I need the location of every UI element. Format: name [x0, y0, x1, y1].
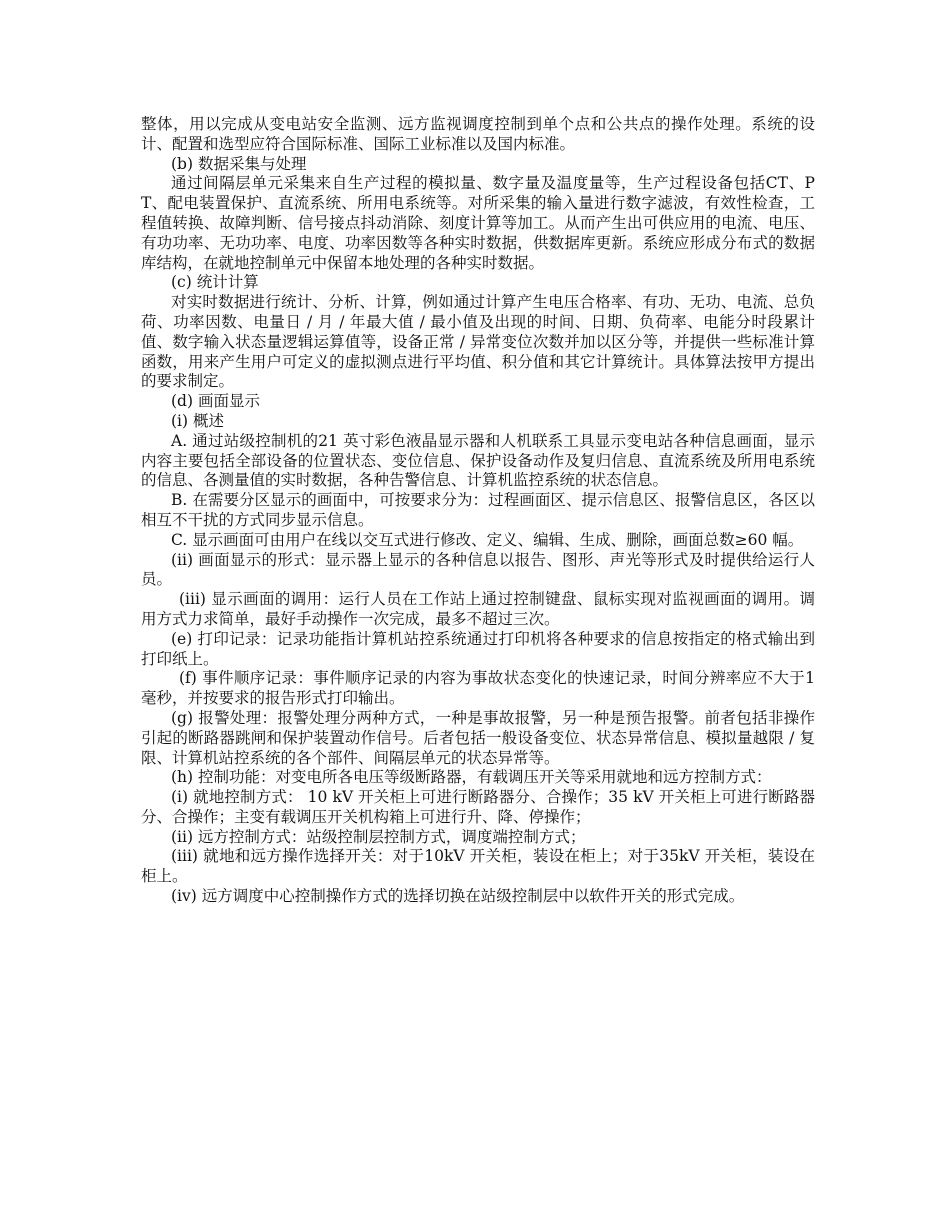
heading-display: (d) 画面显示 [171, 392, 260, 411]
heading-overview: (i) 概述 [171, 411, 224, 430]
paragraph-control: (h) 控制功能：对变电所各电压等级断路器，有载调压开关等采用就地和远方控制方式： [171, 768, 772, 787]
heading-data-acquisition: (b) 数据采集与处理 [171, 154, 307, 173]
paragraph-display-b: B. 在需要分区显示的画面中，可按要求分为：过程画面区、提示信息区、报警信息区，各区以相互不干扰的方式同步显示信息。 [141, 491, 815, 529]
paragraph-statistics: 对实时数据进行统计、分析、计算，例如通过计算产生电压合格率、有功、无功、电流、总负荷、功率因数、电量日 / 月 / 年最大值 / 最小值及出现的时间、日期、负荷率、电能分时段累计值、数字输入状态量逻辑运算值等，设备正常 / 异常变位次数并加以区分等，并提供一些标准计算函数，用来产生用户可定义的虚拟测点进行平均值、积分值和其它计算统计。具体算法按甲方提出的要求制定。 [141, 293, 815, 391]
paragraph-display-a: A. 通过站级控制机的21 英寸彩色液晶显示器和人机联系工具显示变电站各种信息画面，显示内容主要包括全部设备的位置状态、变位信息、保护设备动作及复归信息、直流系统及所用电系统的信息、各测量值的实时数据，各种告警信息、计算机监控系统的状态信息。 [141, 431, 815, 490]
paragraph-selector-switch: (iii) 就地和远方操作选择开关：对于10kV 开关柜，装设在柜上；对于35kV 开关柜，装设在柜上。 [141, 847, 815, 886]
paragraph-event-sequence: (f) 事件顺序记录：事件顺序记录的内容为事故状态变化的快速记录，时间分辨率应不大于1 毫秒，并按要求的报告形式打印输出。 [141, 669, 815, 708]
paragraph-local-control: (i) 就地控制方式： 10 kV 开关柜上可进行断路器分、合操作；35 kV 开关柜上可进行断路器分、合操作；主变有载调压开关机构箱上可进行升、降、停操作； [141, 788, 815, 826]
heading-statistics: (c) 统计计算 [171, 273, 259, 292]
paragraph-print-record: (e) 打印记录：记录功能指计算机站控系统通过打印机将各种要求的信息按指定的格式输出到打印纸上。 [141, 629, 815, 668]
paragraph-data-acquisition: 通过间隔层单元采集来自生产过程的模拟量、数字量及温度量等，生产过程设备包括CT、PT、配电装置保护、直流系统、所用电系统等。对所采集的输入量进行数字滤波，有效性检查，工程值转换、故障判断、信号接点抖动消除、刻度计算等加工。从而产生出可供应用的电流、电压、有功功率、无功功率、电度、功率因数等各种实时数据，供数据库更新。系统应形成分布式的数据库结构，在就地控制单元中保留本地处理的各种实时数据。 [141, 174, 815, 272]
paragraph-remote-control: (ii) 远方控制方式：站级控制层控制方式，调度端控制方式； [171, 827, 586, 846]
paragraph-dispatch-switch: (iv) 远方调度中心控制操作方式的选择切换在站级控制层中以软件开关的形式完成。 [171, 887, 745, 906]
paragraph-display-form: (ii) 画面显示的形式：显示器上显示的各种信息以报告、图形、声光等形式及时提供给运行人员。 [141, 550, 815, 589]
paragraph-display-call: (iii) 显示画面的调用：运行人员在工作站上通过控制键盘、鼠标实现对监视画面的调用。调用方式力求简单，最好手动操作一次完成，最多不超过三次。 [141, 590, 815, 628]
paragraph-display-c: C. 显示画面可由用户在线以交互式进行修改、定义、编辑、生成、删除，画面总数≥60 幅。 [171, 530, 804, 549]
paragraph-alarm: (g) 报警处理：报警处理分两种方式，一种是事故报警，另一种是预告报警。前者包括非操作引起的断路器跳闸和保护装置动作信号。后者包括一般设备变位、状态异常信息、模拟量越限 / 复限、计算机站控系统的各个部件、间隔层单元的状态异常等。 [141, 708, 815, 767]
paragraph-intro-continuation: 整体，用以完成从变电站安全监测、远方监视调度控制到单个点和公共点的操作处理。系统的设计、配置和选型应符合国际标准、国际工业标准以及国内标准。 [141, 115, 815, 153]
document-page [141, 115, 815, 907]
